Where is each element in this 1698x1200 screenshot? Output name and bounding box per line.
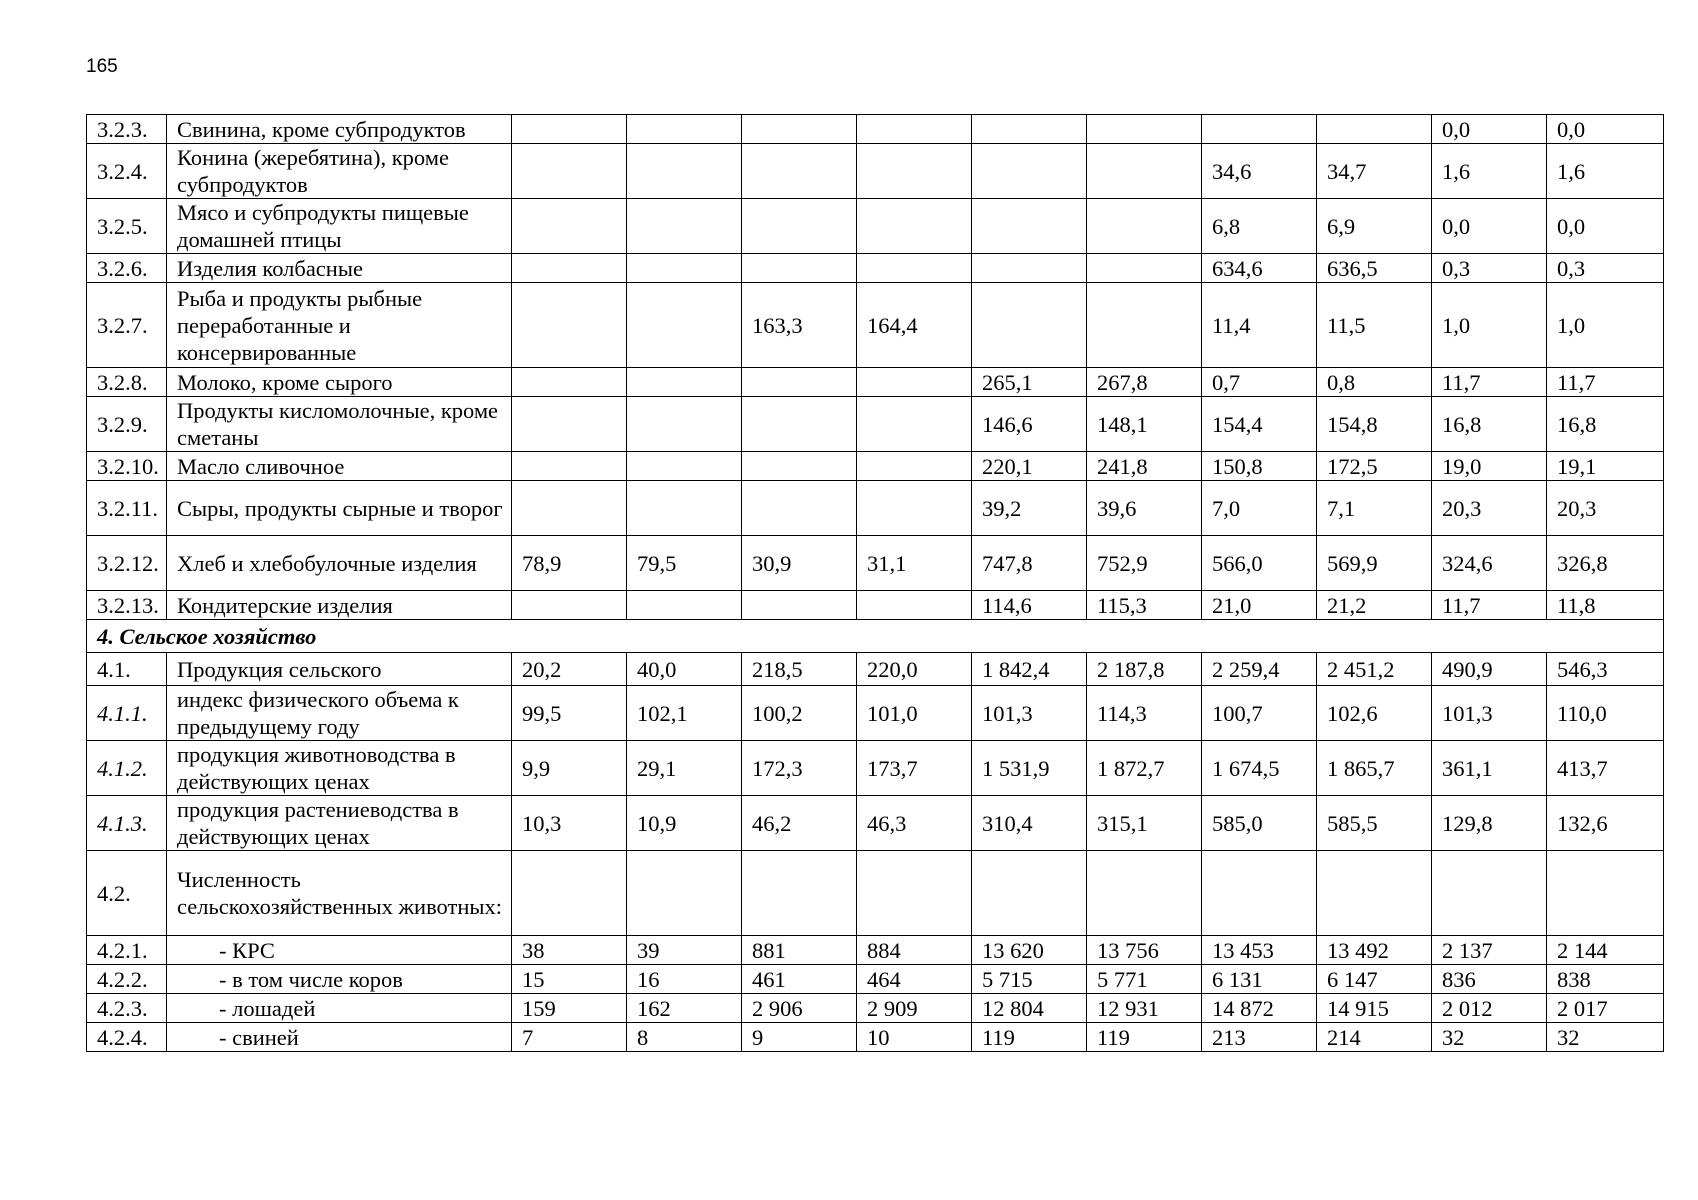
value-cell: 566,0 [1202,536,1317,591]
row-name: - лошадей [167,994,512,1023]
value-cell [512,851,627,936]
value-cell: 0,7 [1202,368,1317,397]
value-cell: 6 131 [1202,965,1317,994]
row-name: Рыба и продукты рыбные переработанные и консервированные [167,283,512,368]
row-name: Сыры, продукты сырные и творог [167,481,512,536]
value-cell: 119 [972,1023,1087,1052]
row-name: - в том числе коров [167,965,512,994]
value-cell: 34,6 [1202,144,1317,199]
value-cell: 634,6 [1202,254,1317,283]
table-row [87,796,1664,851]
value-cell: 10,9 [627,796,742,851]
row-name: Масло сливочное [167,452,512,481]
value-cell: 6 147 [1317,965,1432,994]
value-cell: 40,0 [627,653,742,686]
value-cell: 310,4 [972,796,1087,851]
value-cell: 220,0 [857,653,972,686]
value-cell: 267,8 [1087,368,1202,397]
value-cell [972,199,1087,254]
value-cell [857,144,972,199]
value-cell: 20,2 [512,653,627,686]
value-cell: 13 620 [972,936,1087,965]
row-code: 3.2.12. [87,536,167,591]
value-cell [742,481,857,536]
value-cell: 146,6 [972,397,1087,452]
table-row [87,965,1664,994]
value-cell: 129,8 [1432,796,1547,851]
value-cell: 315,1 [1087,796,1202,851]
value-cell: 0,0 [1432,199,1547,254]
value-cell: 102,6 [1317,686,1432,741]
row-name: Продукция сельского [167,653,512,686]
value-cell: 585,0 [1202,796,1317,851]
value-cell: 172,3 [742,741,857,796]
value-cell: 16 [627,965,742,994]
row-code: 4.1.3. [87,796,167,851]
value-cell [512,254,627,283]
value-cell: 16,8 [1432,397,1547,452]
value-cell: 78,9 [512,536,627,591]
value-cell [512,283,627,368]
table-body [87,115,1664,1052]
value-cell: 34,7 [1317,144,1432,199]
row-code: 3.2.11. [87,481,167,536]
value-cell: 5 715 [972,965,1087,994]
value-cell: 16,8 [1547,397,1664,452]
value-cell [627,144,742,199]
value-cell: 101,3 [972,686,1087,741]
row-name: - КРС [167,936,512,965]
value-cell [742,144,857,199]
value-cell: 132,6 [1547,796,1664,851]
value-cell: 1,0 [1547,283,1664,368]
value-cell: 20,3 [1547,481,1664,536]
value-cell: 6,9 [1317,199,1432,254]
value-cell [512,397,627,452]
value-cell: 2 012 [1432,994,1547,1023]
value-cell: 836 [1432,965,1547,994]
value-cell [972,851,1087,936]
table-row [87,368,1664,397]
value-cell: 115,3 [1087,591,1202,620]
value-cell: 6,8 [1202,199,1317,254]
table-row [87,591,1664,620]
value-cell [742,452,857,481]
value-cell [512,452,627,481]
value-cell: 32 [1432,1023,1547,1052]
value-cell: 324,6 [1432,536,1547,591]
value-cell [627,851,742,936]
value-cell: 326,8 [1547,536,1664,591]
value-cell: 99,5 [512,686,627,741]
value-cell: 46,2 [742,796,857,851]
value-cell [742,851,857,936]
value-cell: 11,7 [1432,591,1547,620]
value-cell: 838 [1547,965,1664,994]
value-cell: 13 492 [1317,936,1432,965]
value-cell: 2 187,8 [1087,653,1202,686]
value-cell [857,452,972,481]
value-cell: 218,5 [742,653,857,686]
value-cell: 2 259,4 [1202,653,1317,686]
value-cell [742,254,857,283]
value-cell: 12 931 [1087,994,1202,1023]
value-cell: 11,8 [1547,591,1664,620]
value-cell: 0,3 [1432,254,1547,283]
value-cell: 162 [627,994,742,1023]
value-cell: 29,1 [627,741,742,796]
value-cell [1317,115,1432,144]
value-cell [1317,851,1432,936]
value-cell [857,851,972,936]
section-row [87,620,1664,653]
value-cell [1547,851,1664,936]
value-cell: 39,2 [972,481,1087,536]
row-code: 4.1. [87,653,167,686]
row-name: индекс физического объема к предыдущему году [167,686,512,741]
value-cell: 100,2 [742,686,857,741]
table-row [87,851,1664,936]
value-cell: 636,5 [1317,254,1432,283]
row-code: 4.2.1. [87,936,167,965]
value-cell: 14 915 [1317,994,1432,1023]
row-code: 3.2.6. [87,254,167,283]
statistics-table [86,114,1664,1052]
value-cell [627,283,742,368]
row-name: Продукты кисломолочные, кроме сметаны [167,397,512,452]
value-cell [857,481,972,536]
value-cell [1087,283,1202,368]
table-row [87,741,1664,796]
value-cell [627,452,742,481]
value-cell: 154,8 [1317,397,1432,452]
value-cell [1087,851,1202,936]
value-cell: 464 [857,965,972,994]
value-cell: 119 [1087,1023,1202,1052]
value-cell: 100,7 [1202,686,1317,741]
value-cell: 11,7 [1547,368,1664,397]
value-cell: 413,7 [1547,741,1664,796]
value-cell [742,368,857,397]
row-code: 3.2.5. [87,199,167,254]
value-cell [742,115,857,144]
value-cell: 7 [512,1023,627,1052]
table-row [87,1023,1664,1052]
row-name: Конина (жеребятина), кроме субпродуктов [167,144,512,199]
row-code: 4.2.3. [87,994,167,1023]
value-cell: 163,3 [742,283,857,368]
value-cell: 79,5 [627,536,742,591]
value-cell [627,199,742,254]
value-cell [972,283,1087,368]
row-code: 4.2.2. [87,965,167,994]
value-cell: 546,3 [1547,653,1664,686]
value-cell [742,591,857,620]
value-cell [627,254,742,283]
value-cell: 2 017 [1547,994,1664,1023]
value-cell: 241,8 [1087,452,1202,481]
page-number: 165 [86,56,118,77]
row-name: Мясо и субпродукты пищевые домашней птицы [167,199,512,254]
value-cell: 110,0 [1547,686,1664,741]
table-row [87,536,1664,591]
value-cell: 9 [742,1023,857,1052]
table-row [87,397,1664,452]
value-cell: 39,6 [1087,481,1202,536]
value-cell: 1,0 [1432,283,1547,368]
value-cell: 101,3 [1432,686,1547,741]
value-cell [1087,144,1202,199]
table-row [87,283,1664,368]
row-name: продукция животноводства в действующих ценах [167,741,512,796]
row-code: 3.2.13. [87,591,167,620]
value-cell: 220,1 [972,452,1087,481]
value-cell: 46,3 [857,796,972,851]
value-cell: 114,6 [972,591,1087,620]
value-cell: 752,9 [1087,536,1202,591]
value-cell [972,254,1087,283]
value-cell: 11,4 [1202,283,1317,368]
value-cell: 2 144 [1547,936,1664,965]
row-name: Кондитерские изделия [167,591,512,620]
value-cell: 569,9 [1317,536,1432,591]
value-cell: 1,6 [1547,144,1664,199]
value-cell: 148,1 [1087,397,1202,452]
value-cell: 31,1 [857,536,972,591]
table-row [87,686,1664,741]
row-name: - свиней [167,1023,512,1052]
table-row [87,115,1664,144]
row-code: 4.2.4. [87,1023,167,1052]
row-name: продукция растениеводства в действующих ценах [167,796,512,851]
row-name: Численность сельскохозяйственных животных: [167,851,512,936]
value-cell [857,397,972,452]
row-name: Хлеб и хлебобулочные изделия [167,536,512,591]
section-title: 4. Сельское хозяйство [87,620,1664,653]
value-cell: 8 [627,1023,742,1052]
value-cell: 461 [742,965,857,994]
value-cell: 15 [512,965,627,994]
value-cell [742,397,857,452]
value-cell: 13 756 [1087,936,1202,965]
value-cell: 1,6 [1432,144,1547,199]
value-cell: 101,0 [857,686,972,741]
value-cell [512,199,627,254]
value-cell [857,254,972,283]
value-cell [1087,199,1202,254]
value-cell: 490,9 [1432,653,1547,686]
value-cell [1087,115,1202,144]
value-cell: 0,0 [1547,115,1664,144]
table-row [87,144,1664,199]
value-cell: 21,0 [1202,591,1317,620]
value-cell: 164,4 [857,283,972,368]
row-name: Изделия колбасные [167,254,512,283]
row-code: 3.2.3. [87,115,167,144]
row-code: 3.2.4. [87,144,167,199]
row-name: Молоко, кроме сырого [167,368,512,397]
value-cell [627,397,742,452]
value-cell: 39 [627,936,742,965]
value-cell [1432,851,1547,936]
value-cell [1087,254,1202,283]
value-cell: 154,4 [1202,397,1317,452]
value-cell: 0,3 [1547,254,1664,283]
value-cell: 1 674,5 [1202,741,1317,796]
value-cell: 114,3 [1087,686,1202,741]
row-code: 4.1.2. [87,741,167,796]
value-cell: 9,9 [512,741,627,796]
value-cell: 0,0 [1547,199,1664,254]
value-cell [857,591,972,620]
row-code: 3.2.10. [87,452,167,481]
value-cell: 19,0 [1432,452,1547,481]
row-code: 3.2.9. [87,397,167,452]
value-cell: 173,7 [857,741,972,796]
value-cell: 213 [1202,1023,1317,1052]
table-row [87,452,1664,481]
value-cell: 1 531,9 [972,741,1087,796]
table-row [87,481,1664,536]
row-code: 4.2. [87,851,167,936]
row-name: Свинина, кроме субпродуктов [167,115,512,144]
value-cell [512,368,627,397]
value-cell: 2 451,2 [1317,653,1432,686]
value-cell [627,368,742,397]
value-cell: 10,3 [512,796,627,851]
value-cell: 884 [857,936,972,965]
value-cell: 38 [512,936,627,965]
value-cell [1202,851,1317,936]
value-cell: 0,0 [1432,115,1547,144]
value-cell: 0,8 [1317,368,1432,397]
value-cell: 2 137 [1432,936,1547,965]
value-cell: 12 804 [972,994,1087,1023]
value-cell [857,115,972,144]
value-cell: 7,0 [1202,481,1317,536]
value-cell: 747,8 [972,536,1087,591]
value-cell: 32 [1547,1023,1664,1052]
value-cell: 150,8 [1202,452,1317,481]
value-cell [857,199,972,254]
value-cell: 172,5 [1317,452,1432,481]
value-cell [512,481,627,536]
value-cell: 265,1 [972,368,1087,397]
value-cell [512,591,627,620]
table-row [87,936,1664,965]
value-cell: 2 909 [857,994,972,1023]
table-row [87,254,1664,283]
value-cell: 20,3 [1432,481,1547,536]
value-cell: 1 865,7 [1317,741,1432,796]
value-cell: 881 [742,936,857,965]
value-cell: 11,7 [1432,368,1547,397]
value-cell [627,591,742,620]
row-code: 3.2.7. [87,283,167,368]
value-cell [627,481,742,536]
value-cell: 1 872,7 [1087,741,1202,796]
value-cell: 585,5 [1317,796,1432,851]
value-cell: 30,9 [742,536,857,591]
value-cell: 361,1 [1432,741,1547,796]
row-code: 3.2.8. [87,368,167,397]
value-cell: 19,1 [1547,452,1664,481]
value-cell [742,199,857,254]
value-cell: 14 872 [1202,994,1317,1023]
table-row [87,199,1664,254]
table-row [87,994,1664,1023]
value-cell: 102,1 [627,686,742,741]
row-code: 4.1.1. [87,686,167,741]
value-cell: 7,1 [1317,481,1432,536]
value-cell [857,368,972,397]
value-cell: 159 [512,994,627,1023]
value-cell: 2 906 [742,994,857,1023]
value-cell: 214 [1317,1023,1432,1052]
value-cell [1202,115,1317,144]
value-cell: 10 [857,1023,972,1052]
value-cell: 21,2 [1317,591,1432,620]
value-cell [972,115,1087,144]
value-cell [512,144,627,199]
value-cell: 13 453 [1202,936,1317,965]
value-cell: 11,5 [1317,283,1432,368]
value-cell: 1 842,4 [972,653,1087,686]
value-cell [972,144,1087,199]
value-cell [512,115,627,144]
value-cell [627,115,742,144]
value-cell: 5 771 [1087,965,1202,994]
table-row [87,653,1664,686]
